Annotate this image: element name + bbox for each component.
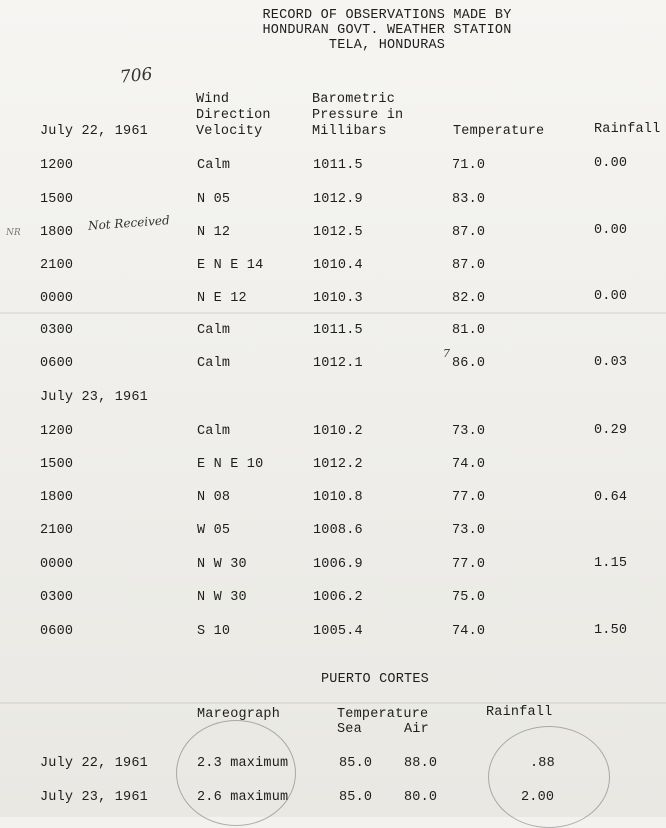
wind-heading-1: Wind bbox=[196, 92, 230, 107]
temp-cell: 73.0 bbox=[452, 523, 486, 538]
wind-heading-2: Direction bbox=[196, 108, 271, 123]
temp-cell: 77.0 bbox=[452, 490, 486, 505]
pressure-cell: 1012.9 bbox=[313, 192, 363, 207]
handwritten-number: 706 bbox=[119, 64, 154, 88]
pencil-circle-mark bbox=[488, 726, 610, 828]
puerto-date-cell: July 22, 1961 bbox=[40, 756, 148, 771]
pressure-heading-2: Pressure in bbox=[312, 108, 404, 123]
time-cell: 0000 bbox=[40, 557, 74, 572]
time-cell: 1800 bbox=[40, 225, 74, 240]
pressure-cell: 1012.5 bbox=[313, 225, 363, 240]
pressure-cell: 1008.6 bbox=[313, 523, 363, 538]
temp-cell: 73.0 bbox=[452, 424, 486, 439]
handwritten-mark: 7 bbox=[443, 347, 450, 360]
temp-cell: 77.0 bbox=[452, 557, 486, 572]
puerto-date-cell: July 23, 1961 bbox=[40, 790, 148, 805]
time-cell: 0000 bbox=[40, 291, 74, 306]
pressure-cell: 1005.4 bbox=[313, 624, 363, 639]
wind-cell: Calm bbox=[197, 356, 231, 371]
paper-fold bbox=[0, 702, 666, 704]
pressure-cell: 1011.5 bbox=[313, 158, 363, 173]
temp-cell: 83.0 bbox=[452, 192, 486, 207]
pressure-cell: 1012.1 bbox=[313, 356, 363, 371]
sea-temp-cell: 85.0 bbox=[339, 756, 373, 771]
pressure-cell: 1010.2 bbox=[313, 424, 363, 439]
wind-cell: E N E 10 bbox=[197, 457, 264, 472]
sea-heading: Sea bbox=[337, 722, 362, 737]
date-heading: July 22, 1961 bbox=[40, 124, 148, 139]
pressure-heading-1: Barometric bbox=[312, 92, 396, 107]
time-cell: 0600 bbox=[40, 356, 74, 371]
temperature-heading: Temperature bbox=[453, 124, 545, 139]
temp-cell: 74.0 bbox=[452, 457, 486, 472]
pressure-cell: 1010.4 bbox=[313, 258, 363, 273]
date-heading-day2: July 23, 1961 bbox=[40, 390, 148, 405]
wind-cell: N E 12 bbox=[197, 291, 247, 306]
time-cell: 0300 bbox=[40, 323, 74, 338]
wind-cell: N 05 bbox=[197, 192, 231, 207]
pressure-cell: 1006.2 bbox=[313, 590, 363, 605]
puerto-temperature-heading: Temperature bbox=[337, 707, 429, 722]
pencil-circle-mark bbox=[176, 720, 296, 826]
pressure-cell: 1011.5 bbox=[313, 323, 363, 338]
time-cell: 1800 bbox=[40, 490, 74, 505]
rain-cell: 0.00 bbox=[594, 223, 628, 238]
sea-temp-cell: 85.0 bbox=[339, 790, 373, 805]
paper-fold bbox=[0, 312, 666, 314]
header-line3: TELA, HONDURAS bbox=[328, 38, 446, 53]
wind-cell: Calm bbox=[197, 323, 231, 338]
temp-cell: 82.0 bbox=[452, 291, 486, 306]
wind-cell: S 10 bbox=[197, 624, 231, 639]
air-temp-cell: 88.0 bbox=[404, 756, 438, 771]
rain-cell: 0.03 bbox=[594, 355, 628, 370]
time-cell: 0600 bbox=[40, 624, 74, 639]
mareograph-heading: Mareograph bbox=[197, 707, 281, 722]
temp-cell: 87.0 bbox=[452, 225, 486, 240]
time-cell: 1200 bbox=[40, 158, 74, 173]
pressure-cell: 1010.3 bbox=[313, 291, 363, 306]
wind-cell: N 08 bbox=[197, 490, 231, 505]
time-cell: 2100 bbox=[40, 258, 74, 273]
mareograph-cell: 2.6 maximum bbox=[197, 790, 289, 805]
temp-cell: 74.0 bbox=[452, 624, 486, 639]
mareograph-cell: 2.3 maximum bbox=[197, 756, 289, 771]
pressure-cell: 1012.2 bbox=[313, 457, 363, 472]
puerto-rain-cell: 2.00 bbox=[521, 790, 555, 805]
temp-cell: 86.0 bbox=[452, 356, 486, 371]
pressure-heading-3: Millibars bbox=[312, 124, 387, 139]
rain-cell: 0.29 bbox=[594, 423, 628, 438]
puerto-rain-cell: .88 bbox=[530, 756, 555, 771]
rain-cell: 0.64 bbox=[594, 490, 628, 505]
time-cell: 2100 bbox=[40, 523, 74, 538]
wind-cell: N W 30 bbox=[197, 557, 247, 572]
wind-cell: N W 30 bbox=[197, 590, 247, 605]
time-cell: 0300 bbox=[40, 590, 74, 605]
header-line2: HONDURAN GOVT. WEATHER STATION bbox=[262, 23, 512, 38]
wind-cell: E N E 14 bbox=[197, 258, 264, 273]
rain-cell: 0.00 bbox=[594, 156, 628, 171]
header-line1: RECORD OF OBSERVATIONS MADE BY bbox=[262, 8, 512, 23]
wind-heading-3: Velocity bbox=[196, 124, 263, 139]
air-temp-cell: 80.0 bbox=[404, 790, 438, 805]
time-cell: 1500 bbox=[40, 457, 74, 472]
air-heading: Air bbox=[404, 722, 429, 737]
pressure-cell: 1010.8 bbox=[313, 490, 363, 505]
rain-cell: 0.00 bbox=[594, 289, 628, 304]
puerto-cortes-title: PUERTO CORTES bbox=[321, 672, 429, 687]
wind-cell: Calm bbox=[197, 424, 231, 439]
rain-cell: 1.50 bbox=[594, 623, 628, 638]
rainfall-heading: Rainfall bbox=[594, 122, 661, 137]
temp-cell: 81.0 bbox=[452, 323, 486, 338]
temp-cell: 75.0 bbox=[452, 590, 486, 605]
puerto-rainfall-heading: Rainfall bbox=[486, 705, 553, 720]
temp-cell: 71.0 bbox=[452, 158, 486, 173]
rain-cell: 1.15 bbox=[594, 556, 628, 571]
time-cell: 1500 bbox=[40, 192, 74, 207]
wind-cell: Calm bbox=[197, 158, 231, 173]
handwritten-not-received: Not Received bbox=[87, 213, 171, 233]
wind-cell: W 05 bbox=[197, 523, 231, 538]
pressure-cell: 1006.9 bbox=[313, 557, 363, 572]
handwritten-nr: NR bbox=[6, 228, 21, 238]
wind-cell: N 12 bbox=[197, 225, 231, 240]
time-cell: 1200 bbox=[40, 424, 74, 439]
temp-cell: 87.0 bbox=[452, 258, 486, 273]
